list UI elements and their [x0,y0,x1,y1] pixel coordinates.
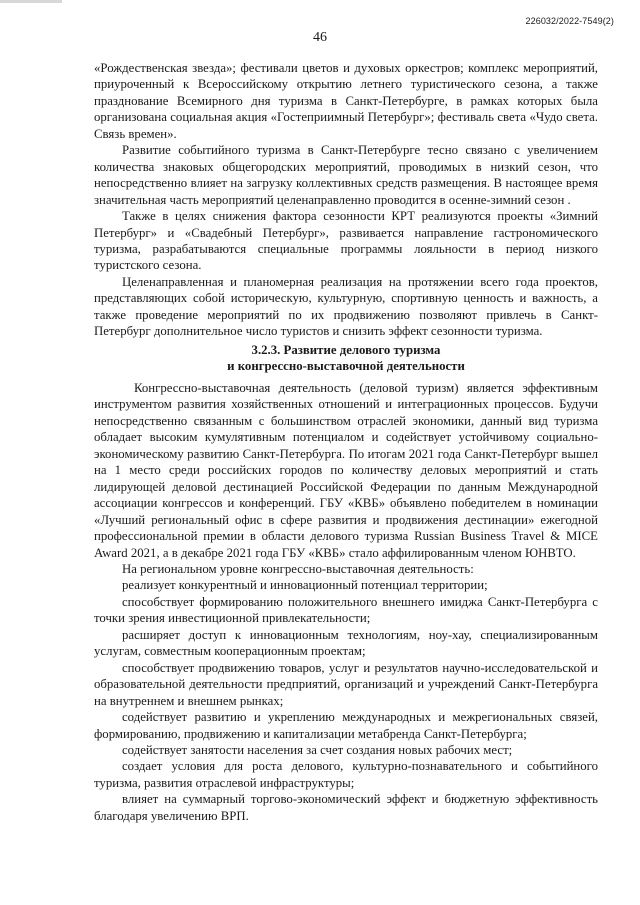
list-item: влияет на суммарный торгово-экономический эффект и бюджетную эффективность благодаря увеличению ВРП. [94,792,598,823]
paragraph-event-tourism: Развитие событийного туризма в Санкт-Петербурге тесно связано с увеличением количества знаковых общегородских мероприятий, проводимых в низкий сезон, что непосредственно влияет на загрузку коллективных средств размещения. В настоящее время значительная часть мероприятий целенаправленно проводится в осенне-зимний сезон . [94,143,598,207]
paragraph-regional-lead: На региональном уровне конгрессно-выставочная деятельность: [122,561,474,576]
list-item: способствует формированию положительного внешнего имиджа Санкт-Петербурга с точки зрения инвестиционной привлекательности; [94,594,598,626]
heading-line-2: и конгрессно-выставочной деятельности [227,359,465,374]
section-event-tourism [94,60,598,340]
page-number: 46 [313,30,327,45]
paragraph-seasonality-projects: Также в целях снижения фактора сезонности КРТ реализуются проекты «Зимний Петербург» и «Свадебный Петербург», развивается направление гастрономического туризма, разрабатываются специальные программы лояльности в период низкого туристского сезона. [94,209,598,273]
section-heading [94,342,598,375]
list-item: способствует продвижению товаров, услуг и результатов научно-исследовательской и образовательной деятельности предприятий, организаций и учреждений Санкт-Петербурга на внутреннем и внешнем рынках; [94,660,598,708]
document-code: 226032/2022-7549(2) [525,16,614,26]
list-item: создает условия для роста делового, культурно-познавательного и событийного туризма, развития отраслевой инфраструктуры; [94,759,598,790]
list-item: содействует занятости населения за счет создания новых рабочих мест; [122,742,513,757]
list-item: реализует конкурентный и инновационный потенциал территории; [122,578,488,593]
paragraph-congress-intro: Конгрессно-выставочная деятельность (деловой туризм) является эффективным инструментом развития хозяйственных отношений и интеграционных процессов. Будучи непосредственно связанным с большинством отраслей экономики, данный вид туризма обладает высоким кумулятивным потенциалом и содействует устойчивому социально-экономическому развитию Санкт-Петербурга. По итогам 2021 года Санкт-Петербург вышел на 1 место среди российских городов по количеству деловых мероприятий и стать лидирующей деловой дестинацией Российской Федерации по данным Международной ассоциации конгрессов и конференций. ГБУ «КВБ» объявлено победителем в номинации «Лучший региональный офис в сфере развития и продвижения дестинации» ежегодной профессиональной премии в области делового туризма Russian Business Travel & MICE Award 2021, а в декабре 2021 года ГБУ «КВБ» стало аффилированным членом ЮНВТО. [94,381,598,560]
scan-edge-mark [0,0,62,3]
heading-line-1: 3.2.3. Развитие делового туризма [251,343,441,357]
list-item: содействует развитию и укреплению международных и межрегиональных связей, формированию, продвижению и капитализации метабренда Санкт-Петербурга; [94,710,598,741]
list-item: расширяет доступ к инновационным технологиям, ноу-хау, специализированным услугам, совместным кооперационным проектам; [94,627,598,659]
paragraph-events-continued: «Рождественская звезда»; фестивали цветов и духовых оркестров; комплекс мероприятий, приуроченный к Всероссийскому открытию летнего туристического сезона, а также празднование Всемирного дня туризма в Санкт-Петербурге, в рамках которых была организована социальная акция «Гостеприимный Петербург»; фестиваль света «Чудо света. Связь времен». [94,61,598,141]
section-business-tourism [94,380,598,824]
paragraph-planned-implementation: Целенаправленная и планомерная реализация на протяжении всего года проектов, представляющих собой историческую, культурную, спортивную ценность и важность, а также проведение мероприятий по их продвижению позволяют привлечь в Санкт-Петербург дополнительное число туристов и снизить эффект сезонности туризма. [94,274,598,339]
